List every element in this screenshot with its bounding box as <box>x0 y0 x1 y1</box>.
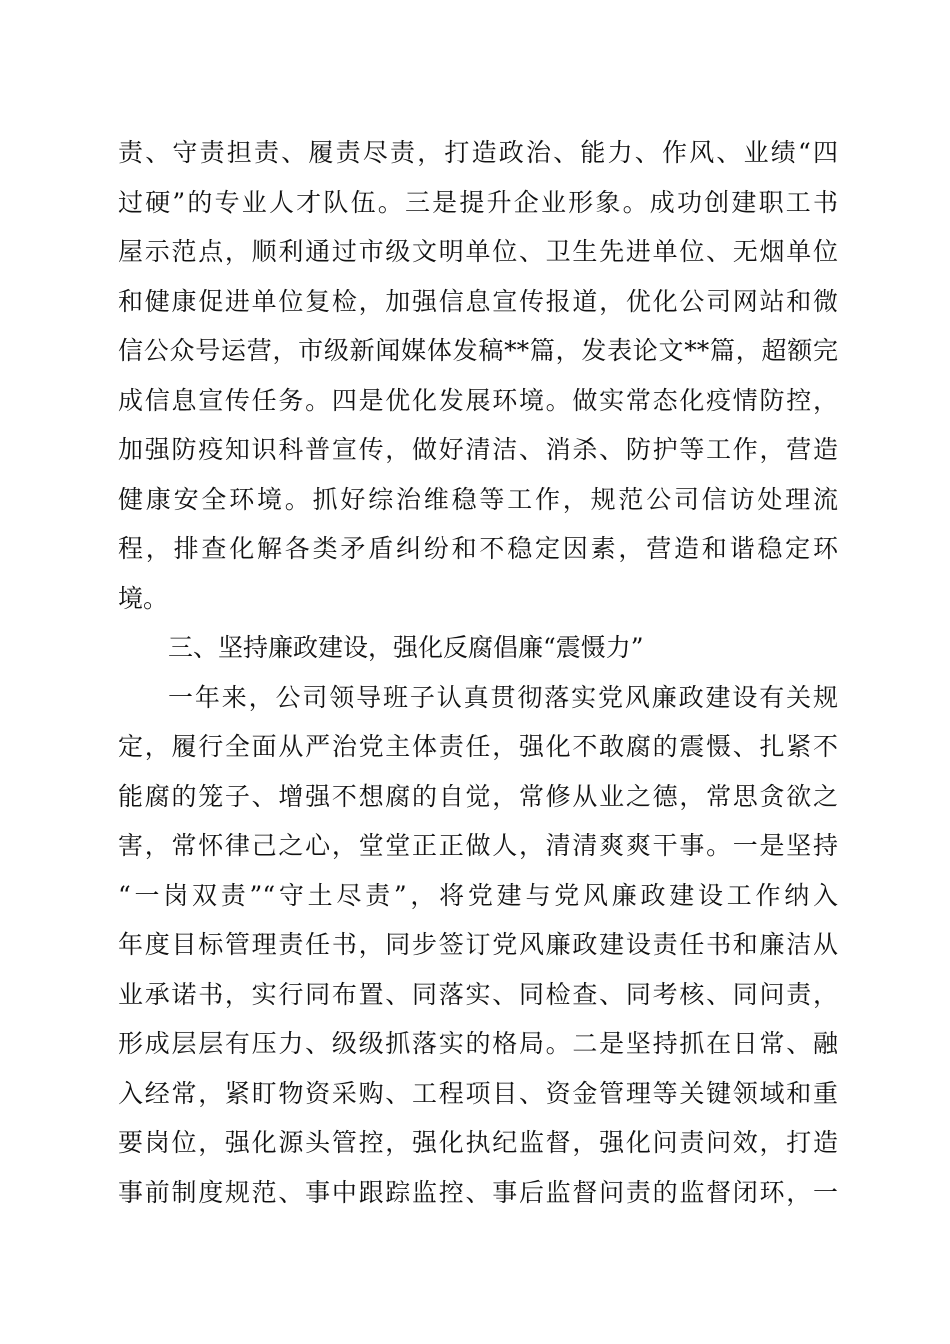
text-line: 害，常怀律己之心，堂堂正正做人，清清爽爽干事。一是坚持 <box>118 831 838 860</box>
text-line: 一年来，公司领导班子认真贯彻落实党风廉政建设有关规 <box>168 682 838 712</box>
text-line: 定，履行全面从严治党主体责任，强化不敢腐的震慑、扎紧不 <box>118 732 838 761</box>
text-line: 过硬”的专业人才队伍。三是提升企业形象。成功创建职工书 <box>118 187 838 217</box>
text-line: 要岗位，强化源头管控，强化执纪监督，强化问责问效，打造 <box>118 1128 838 1157</box>
text-line: “一岗双责”“守土尽责”，将党建与党风廉政建设工作纳入 <box>118 880 838 910</box>
text-line: 业承诺书，实行同布置、同落实、同检查、同考核、同问责， <box>118 979 838 1009</box>
text-line: 年度目标管理责任书，同步签订党风廉政建设责任书和廉洁从 <box>118 930 838 959</box>
text-line: 入经常，紧盯物资采购、工程项目、资金管理等关键领域和重 <box>118 1078 838 1108</box>
text-line: 事前制度规范、事中跟踪监控、事后监督问责的监督闭环，一 <box>118 1177 838 1207</box>
text-line: 成信息宣传任务。四是优化发展环境。做实常态化疫情防控， <box>118 385 838 415</box>
document-body <box>118 128 838 1217</box>
text-line: 健康安全环境。抓好综治维稳等工作，规范公司信访处理流 <box>118 484 838 514</box>
text-line: 屋示范点，顺利通过市级文明单位、卫生先进单位、无烟单位 <box>118 237 838 266</box>
text-line: 形成层层有压力、级级抓落实的格局。二是坚持抓在日常、融 <box>118 1029 838 1058</box>
text-line: 加强防疫知识科普宣传，做好清洁、消杀、防护等工作，营造 <box>118 435 838 464</box>
text-line: 和健康促进单位复检，加强信息宣传报道，优化公司网站和微 <box>118 286 838 316</box>
text-line: 能腐的笼子、增强不想腐的自觉，常修从业之德，常思贪欲之 <box>118 781 838 811</box>
text-line: 程，排查化解各类矛盾纠纷和不稳定因素，营造和谐稳定环 <box>118 534 838 563</box>
section-heading: 三、坚持廉政建设，强化反腐倡廉“震慑力” <box>168 633 644 662</box>
text-line: 责、守责担责、履责尽责，打造政治、能力、作风、业绩“四 <box>118 138 838 167</box>
text-line: 境。 <box>118 583 169 613</box>
text-line: 信公众号运营，市级新闻媒体发稿**篇，发表论文**篇，超额完 <box>118 336 838 365</box>
